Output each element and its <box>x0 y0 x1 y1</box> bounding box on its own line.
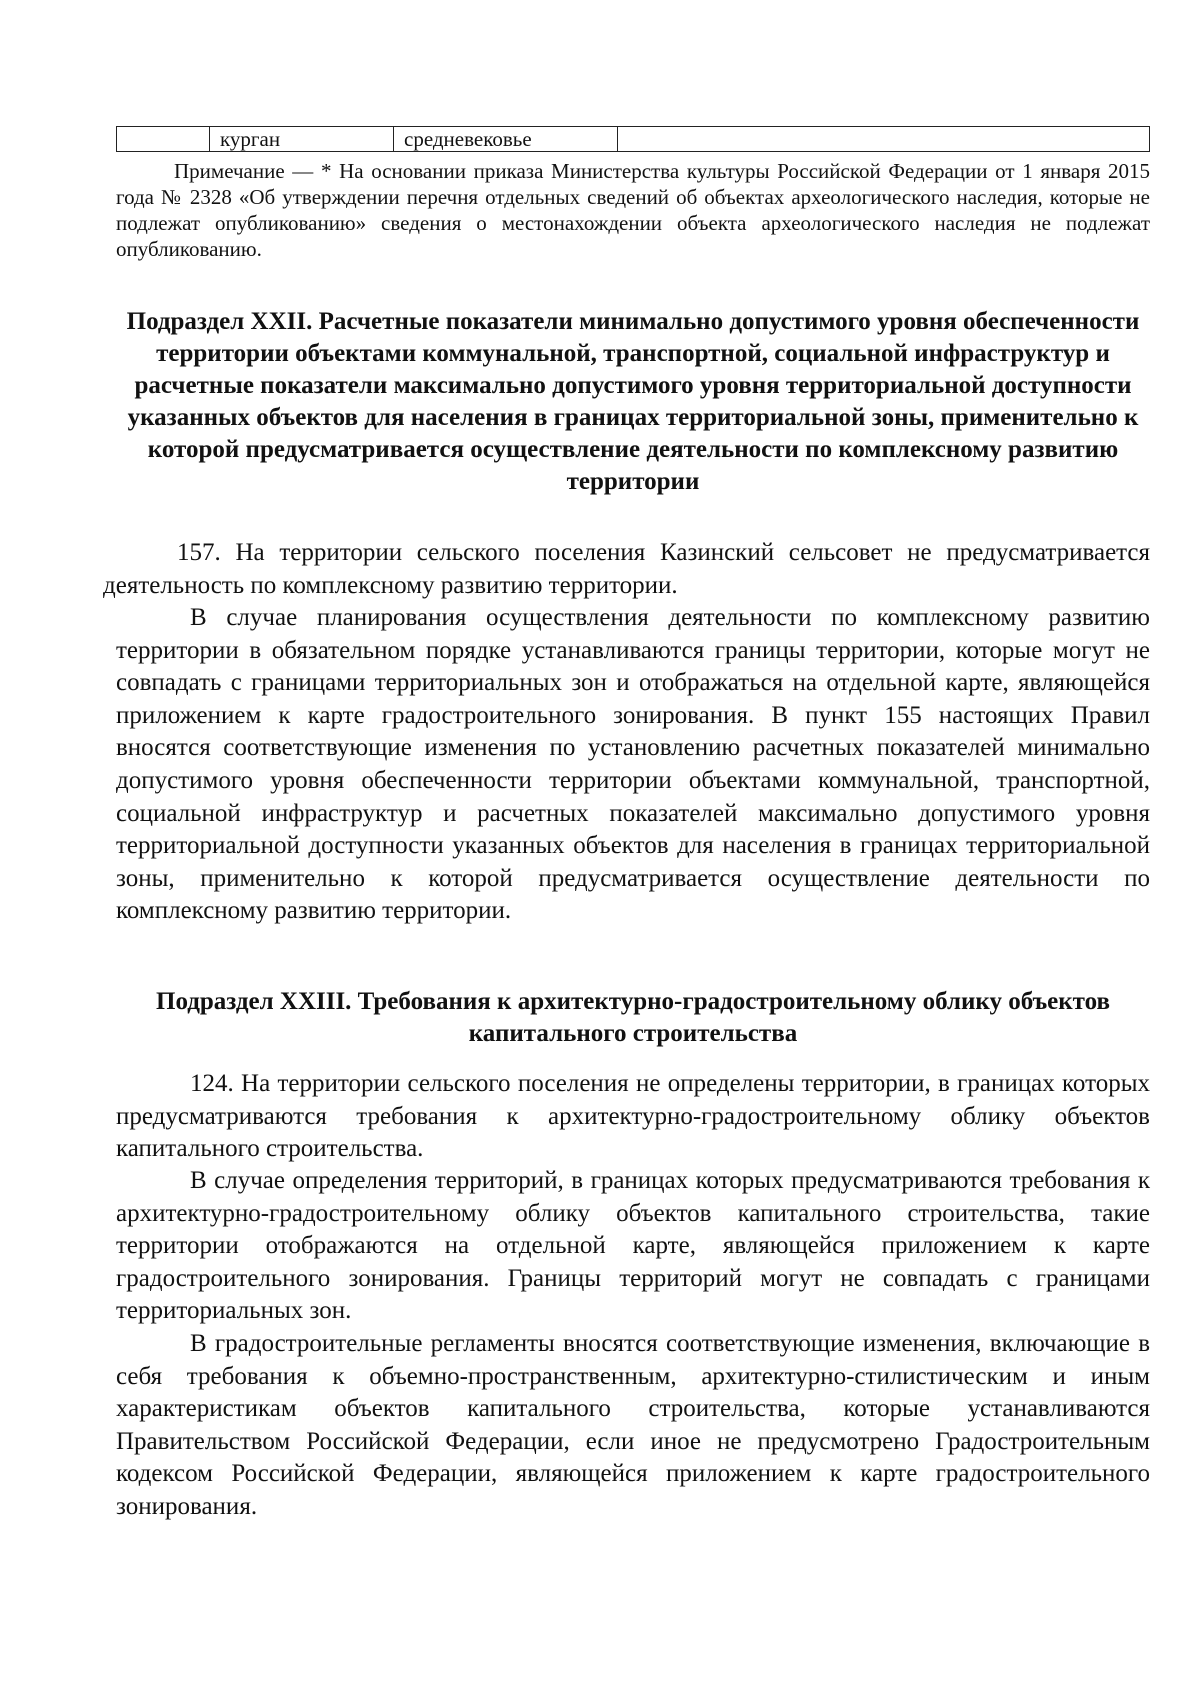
paragraph-157: 157. На территории сельского поселения Казинский сельсовет не предусматривается деятельность по комплексному развитию территории. <box>103 539 1150 599</box>
paragraph-124: 124. На территории сельского поселения не определены территории, в границах которых предусматриваются требования к архитектурно-градостроительному облику объектов капитального строительства. <box>116 1070 1150 1163</box>
subsection-22-title: Подраздел XXII. Расчетные показатели минимально допустимого уровня обеспеченности территории объектами коммунальной, транспортной, социальной инфраструктур и расчетные показатели максимально допустимого уровня территориальной доступности указанных объектов для населения в границах территориальной зоны, применительно к которой предусматривается осуществление деятельности по комплексному развитию территории <box>126 308 1140 495</box>
paragraph-157-continuation: В случае планирования осуществления деятельности по комплексному развитию территории в обязательном порядке устанавливаются границы территории, которые могут не совпадать с границами территориальных зон и отображаться на отдельной карте, являющейся приложением к карте градостроительного зонирования. В пункт 155 настоящих Правил вносятся соответствующие изменения по установлению расчетных показателей минимально допустимого уровня обеспеченности территории объектами коммунальной, транспортной, социальной инфраструктур и расчетных показателей максимально допустимого уровня территориальной доступности указанных объектов для населения в границах территориальной зоны, применительно к которой предусматривается осуществление деятельности по комплексному развитию территории. <box>116 604 1150 925</box>
objects-table-fragment <box>116 126 1150 152</box>
table-cell-number <box>117 127 210 152</box>
subsection-23-title: Подраздел XXIII. Требования к архитектурно-градостроительному облику объектов капитального строительства <box>156 988 1110 1047</box>
table-cell-type: курган <box>210 127 394 152</box>
table-note: Примечание — * На основании приказа Министерства культуры Российской Федерации от 1 января 2015 года № 2328 «Об утверждении перечня отдельных сведений об объектах археологического наследия, которые не подлежат опубликованию» сведения о местонахождении объекта археологического наследия не подлежат опубликованию. <box>116 159 1150 261</box>
table-cell-dating: средневековье <box>394 127 618 152</box>
paragraph-124-regulations: В градостроительные регламенты вносятся соответствующие изменения, включающие в себя требования к объемно-пространственным, архитектурно-стилистическим и иным характеристикам объектов капитального строительства, которые устанавливаются Правительством Российской Федерации, если иное не предусмотрено Градостроительным кодексом Российской Федерации, являющейся приложением к карте градостроительного зонирования. <box>116 1330 1150 1520</box>
table-row <box>117 127 1150 152</box>
paragraph-124-territories: В случае определения территорий, в границах которых предусматриваются требования к архитектурно-градостроительному облику объектов капитального строительства, такие территории отображаются на отдельной карте, являющейся приложением к карте градостроительного зонирования. Границы территорий могут не совпадать с границами территориальных зон. <box>116 1167 1150 1325</box>
table-cell-location <box>618 127 1150 152</box>
